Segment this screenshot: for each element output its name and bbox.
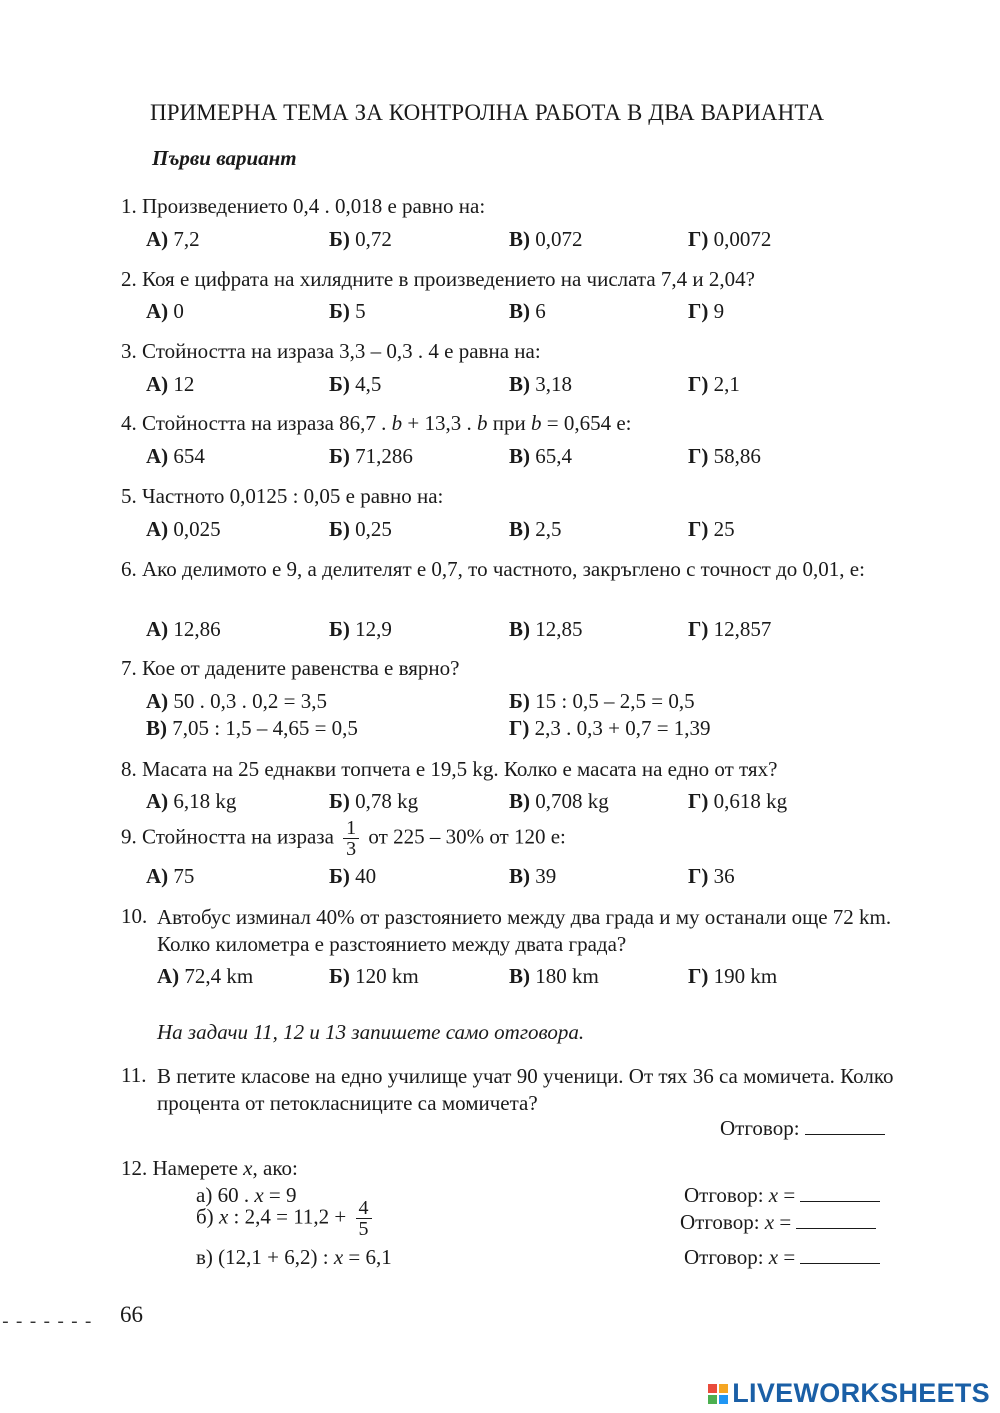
q9-option-c[interactable]: В) 39: [509, 864, 557, 888]
q10-option-c[interactable]: В) 180 km: [509, 964, 599, 988]
question-7: 7. Кое от дадените равенства е вярно?: [121, 656, 460, 680]
page-number: 66: [120, 1302, 143, 1327]
q4-option-d[interactable]: Г) 58,86: [688, 444, 761, 468]
variant-heading: Първи вариант: [152, 146, 297, 170]
question-10-number: 10.: [121, 904, 148, 928]
fraction-one-third: $\frac{1}{3}$: [343, 818, 359, 859]
q10-option-a[interactable]: А) 72,4 km: [157, 964, 254, 988]
q11-answer-blank[interactable]: [805, 1118, 885, 1135]
q10-option-d[interactable]: Г) 190 km: [688, 964, 778, 988]
q2-option-d[interactable]: Г) 9: [688, 299, 725, 323]
question-10: Автобус изминал 40% от разстоянието между два града и му останали още 72 km. Колко километра е разстоянието между двата града?: [157, 905, 892, 956]
q2-option-a[interactable]: А) 0: [146, 299, 184, 323]
q12a-answer-blank[interactable]: [800, 1185, 880, 1202]
logo-square-orange: [719, 1384, 728, 1393]
q11-answer[interactable]: Отговор:: [720, 1116, 885, 1141]
q12-part-b: б) x : 2,4 = 11,2 + $\frac{4}{5}$: [196, 1198, 376, 1239]
question-2: 2. Коя е цифрата на хилядните в произведението на числата 7,4 и 2,04?: [121, 267, 755, 291]
q9-option-d[interactable]: Г) 36: [688, 864, 735, 888]
q3-option-c[interactable]: В) 3,18: [509, 372, 572, 396]
q7-option-a[interactable]: А) 50 . 0,3 . 0,2 = 3,5: [146, 689, 328, 713]
q10-option-b[interactable]: Б) 120 km: [329, 964, 419, 988]
q5-option-a[interactable]: А) 0,025: [146, 517, 221, 541]
question-3: 3. Стойността на израза 3,3 – 0,3 . 4 е равна на:: [121, 339, 541, 363]
q5-option-b[interactable]: Б) 0,25: [329, 517, 392, 541]
q12b-answer-blank[interactable]: [796, 1212, 876, 1229]
q4-option-c[interactable]: В) 65,4: [509, 444, 572, 468]
logo-square-red: [708, 1384, 717, 1393]
q1-option-c[interactable]: В) 0,072: [509, 227, 583, 251]
q12c-answer[interactable]: Отговор: x =: [684, 1245, 880, 1270]
logo-square-blue: [719, 1395, 728, 1404]
q12-part-c: в) (12,1 + 6,2) : x = 6,1: [196, 1245, 392, 1269]
question-11: В петите класове на едно училище учат 90 ученици. От тях 36 са момичета. Колко процента от петокласниците са момичета?: [157, 1064, 894, 1115]
question-6: 6. Ако делимото е 9, а делителят е 0,7, то частното, закръглено с точност до 0,01, е:: [121, 557, 865, 581]
liveworksheets-logo-icon: [708, 1384, 728, 1404]
logo-square-green: [708, 1395, 717, 1404]
q4-option-b[interactable]: Б) 71,286: [329, 444, 413, 468]
q6-option-c[interactable]: В) 12,85: [509, 617, 583, 641]
q8-option-d[interactable]: Г) 0,618 kg: [688, 789, 788, 813]
question-4: 4. Стойността на израза 86,7 . b + 13,3 . b при b = 0,654 е:: [121, 411, 632, 435]
q12c-answer-blank[interactable]: [800, 1247, 880, 1264]
liveworksheets-text: LIVEWORKSHEETS: [732, 1378, 990, 1408]
q1-option-a[interactable]: А) 7,2: [146, 227, 200, 251]
q8-option-c[interactable]: В) 0,708 kg: [509, 789, 609, 813]
instruction-text: На задачи 11, 12 и 13 запишете само отговора.: [157, 1020, 585, 1044]
fraction-four-fifths: $\frac{4}{5}$: [356, 1198, 372, 1239]
q2-option-c[interactable]: В) 6: [509, 299, 546, 323]
liveworksheets-watermark: [708, 1378, 990, 1409]
q5-option-d[interactable]: Г) 25: [688, 517, 735, 541]
q12a-answer[interactable]: Отговор: x =: [684, 1183, 880, 1208]
q9-option-a[interactable]: А) 75: [146, 864, 195, 888]
q4-option-a[interactable]: А) 654: [146, 444, 205, 468]
q2-option-b[interactable]: Б) 5: [329, 299, 366, 323]
q5-option-c[interactable]: В) 2,5: [509, 517, 562, 541]
q1-option-b[interactable]: Б) 0,72: [329, 227, 392, 251]
q8-option-a[interactable]: А) 6,18 kg: [146, 789, 237, 813]
q12-part-a: а) 60 . x = 9: [196, 1183, 297, 1207]
page-dashes: -------: [0, 1313, 97, 1333]
q6-option-d[interactable]: Г) 12,857: [688, 617, 772, 641]
question-8: 8. Масата на 25 еднакви топчета е 19,5 kg. Колко е масата на едно от тях?: [121, 757, 778, 781]
question-5: 5. Частното 0,0125 : 0,05 е равно на:: [121, 484, 444, 508]
q3-option-a[interactable]: А) 12: [146, 372, 195, 396]
q8-option-b[interactable]: Б) 0,78 kg: [329, 789, 419, 813]
q7-option-d[interactable]: Г) 2,3 . 0,3 + 0,7 = 1,39: [509, 716, 711, 740]
q6-option-a[interactable]: А) 12,86: [146, 617, 221, 641]
q6-option-b[interactable]: Б) 12,9: [329, 617, 392, 641]
question-1: 1. Произведението 0,4 . 0,018 е равно на:: [121, 194, 486, 218]
question-12: 12. Намерете x, ако:: [121, 1156, 298, 1180]
page-title: ПРИМЕРНА ТЕМА ЗА КОНТРОЛНА РАБОТА В ДВА ВАРИАНТА: [150, 100, 825, 125]
q9-option-b[interactable]: Б) 40: [329, 864, 377, 888]
question-9: 9. Стойността на израза $\frac{1}{3}$ от 225 – 30% от 120 е:: [121, 817, 566, 860]
q1-option-d[interactable]: Г) 0,0072: [688, 227, 772, 251]
q7-option-c[interactable]: В) 7,05 : 1,5 – 4,65 = 0,5: [146, 716, 358, 740]
q3-option-b[interactable]: Б) 4,5: [329, 372, 382, 396]
question-11-number: 11.: [121, 1063, 147, 1087]
q7-option-b[interactable]: Б) 15 : 0,5 – 2,5 = 0,5: [509, 689, 695, 713]
q3-option-d[interactable]: Г) 2,1: [688, 372, 740, 396]
q12b-answer[interactable]: Отговор: x =: [680, 1210, 876, 1235]
